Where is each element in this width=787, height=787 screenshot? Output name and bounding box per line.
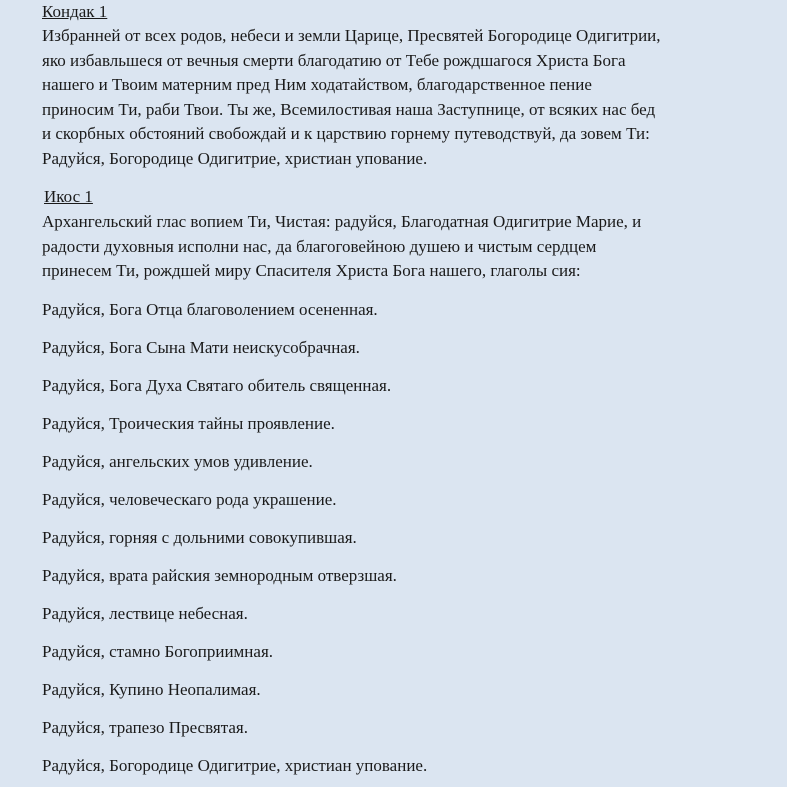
ikos-text	[42, 210, 742, 284]
kondak-line: приносим Ти, раби Твои. Ты же, Всемилостивая наша Заступнице, от всяких нас бед	[42, 99, 656, 119]
rejoicing-line: Радуйся, лествице небесная.	[42, 604, 248, 623]
ikos-line: радости духовныя исполни нас, да благоговейною душею и чистым сердцем	[42, 236, 597, 256]
rejoicing-line: Радуйся, человеческаго рода украшение.	[42, 490, 337, 509]
rejoicing-line: Радуйся, Бога Сына Мати неискусобрачная.	[42, 338, 360, 357]
rejoicing-line: Радуйся, Бога Отца благоволением осененная.	[42, 300, 378, 319]
rejoicing-line: Радуйся, стамно Богоприимная.	[42, 642, 274, 661]
kondak-line: и скорбных обстояний свобождай и к царствию горнему путеводствуй, да зовем Ти:	[42, 124, 650, 143]
rejoicing-line: Радуйся, горняя с дольними совокупившая.	[42, 528, 357, 547]
ikos-line: Архангельский глас вопием Ти, Чистая: радуйся, Благодатная Одигитрие Марие, и	[42, 212, 642, 231]
rejoicing-line: Радуйся, Троическия тайны проявление.	[42, 414, 335, 433]
kondak-line: нашего и Твоим матерним пред Ним ходатайством, благодарственное пение	[42, 75, 592, 94]
kondak-line: яко избавльшеся от вечныя смерти благодатию от Тебе рождшагося Христа Бога	[42, 50, 626, 70]
rejoicing-line: Радуйся, Купино Неопалимая.	[42, 680, 261, 699]
rejoicing-line: Радуйся, трапезо Пресвятая.	[42, 718, 248, 737]
kondak-text	[42, 24, 742, 171]
rejoicing-line: Радуйся, ангельских умов удивление.	[42, 452, 313, 471]
kondak-line: Избранней от всех родов, небеси и земли Царице, Пресвятей Богородице Одигитрии,	[42, 26, 661, 45]
rejoicing-line: Радуйся, Бога Духа Святаго обитель священная.	[42, 376, 392, 395]
ikos-heading: Икос 1	[44, 187, 93, 206]
rejoicing-line: Радуйся, Богородице Одигитрие, христиан упование.	[42, 756, 428, 775]
kondak-line: Радуйся, Богородице Одигитрие, христиан упование.	[42, 148, 428, 168]
rejoicing-line: Радуйся, врата райския земнородным отверзшая.	[42, 566, 397, 585]
kondak-heading: Кондак 1	[42, 2, 108, 21]
ikos-line: принесем Ти, рождшей миру Спасителя Христа Бога нашего, глаголы сия:	[42, 261, 581, 280]
